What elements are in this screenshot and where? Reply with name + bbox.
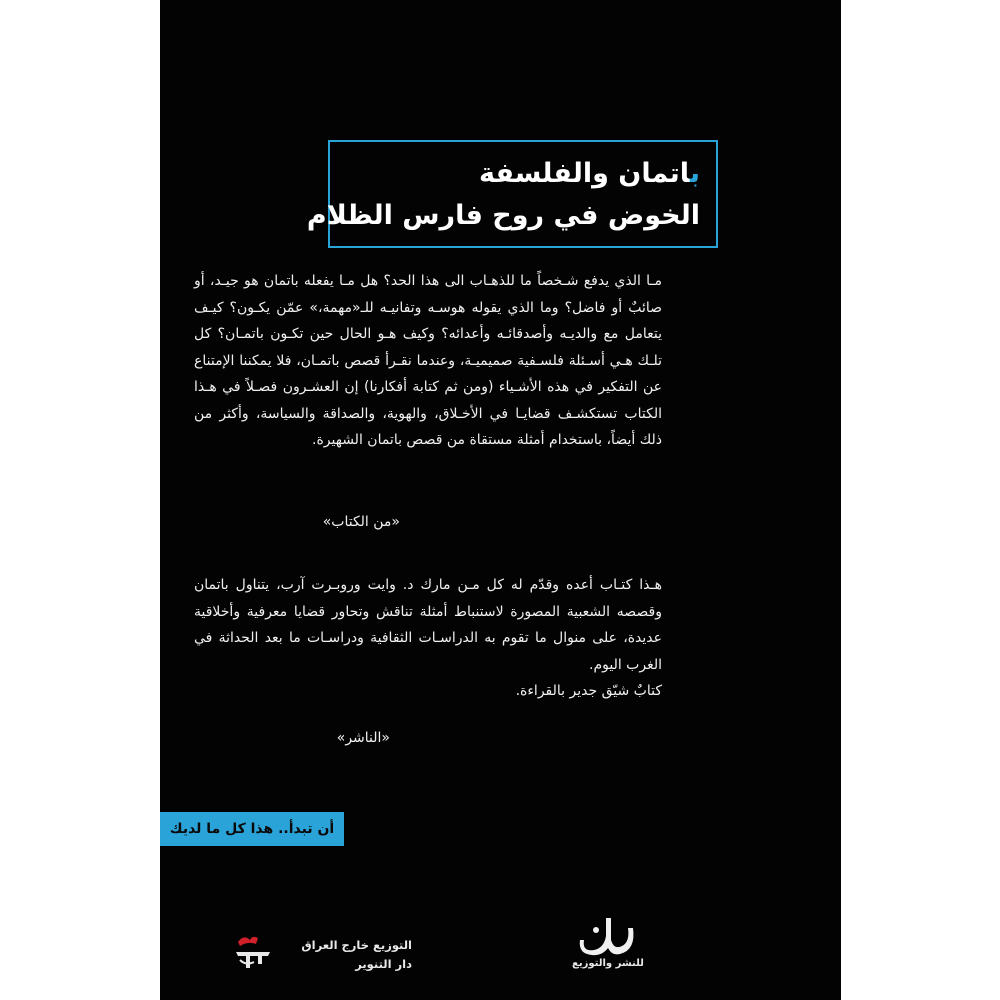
publisher-block: [568, 910, 648, 982]
excerpt-signature: «من الكتاب»: [322, 514, 400, 530]
title-accent-letter: ب: [689, 158, 700, 189]
title-line-2: الخوض في روح فارس الظلام: [306, 200, 700, 231]
excerpt-block: [194, 268, 662, 454]
title-line-1: [330, 154, 700, 194]
distribution-line-2: دار التنوير: [355, 957, 412, 971]
publisher-label: للنشر والتوزيع: [572, 958, 644, 969]
dar-altanweer-logo-icon: [232, 932, 274, 972]
publisher-note-paragraph: هـذا كتـاب أعده وقدّم له كل مـن مارك د. وايت وروبـرت آرب، يتناول باتمان وقصصه الشعبية المصورة لاستنباط أمثلة تناقش وتحاور قضايا معرفية وأخلاقية عديدة، على منوال ما تقوم به الدراسـات الثقافية ودراسـات ما بعد الحداثة في الغرب اليوم.: [194, 577, 662, 673]
rafidain-logo-icon: [578, 910, 638, 958]
title-line-1-text: اتمان والفلسفة: [478, 158, 690, 189]
publisher-note-closing: كتابٌ شيّق جدير بالقراءة.: [515, 683, 662, 699]
distribution-text: [301, 936, 412, 974]
publisher-signature: «الناشر»: [336, 730, 390, 746]
distribution-line-1: التوزيع خارج العراق: [301, 938, 412, 952]
distribution-block: [232, 932, 412, 978]
publisher-note-block: [194, 572, 662, 705]
back-cover: [160, 0, 841, 1000]
tagline-banner: أن تبدأ.. هذا كل ما لديك: [160, 812, 344, 846]
excerpt-paragraph: مـا الذي يدفع شـخصاً ما للذهـاب الى هذا الحد؟ هل مـا يفعله باتمان هو جيـد، أو صائبٌ أو فاضل؟ وما الذي يقوله هوسـه وتفانيـه للـ«مهمة،» عمّن يكـون؟ كيـف يتعامل مع والديـه وأصدقائـه وأعدائه؟ وكيف هـو الحال حين تكـون باتمـان؟ كل تلـك هـي أسـئلة فلسـفية صميميـة، وعندما نقـرأ قصص باتمـان، فلا يمكننا الإمتناع عن التفكير في هذه الأشـياء (ومن ثم كتابة أفكارنا) إن العشـرون فصـلاً في هـذا الكتاب تستكشـف قضايـا في الأخـلاق، والهوية، والصداقة والسياسة، وأكثر من ذلك أيضاً، باستخدام أمثلة مستقاة من قصص باتمان الشهيرة.: [194, 273, 662, 448]
title-box: [306, 140, 718, 248]
